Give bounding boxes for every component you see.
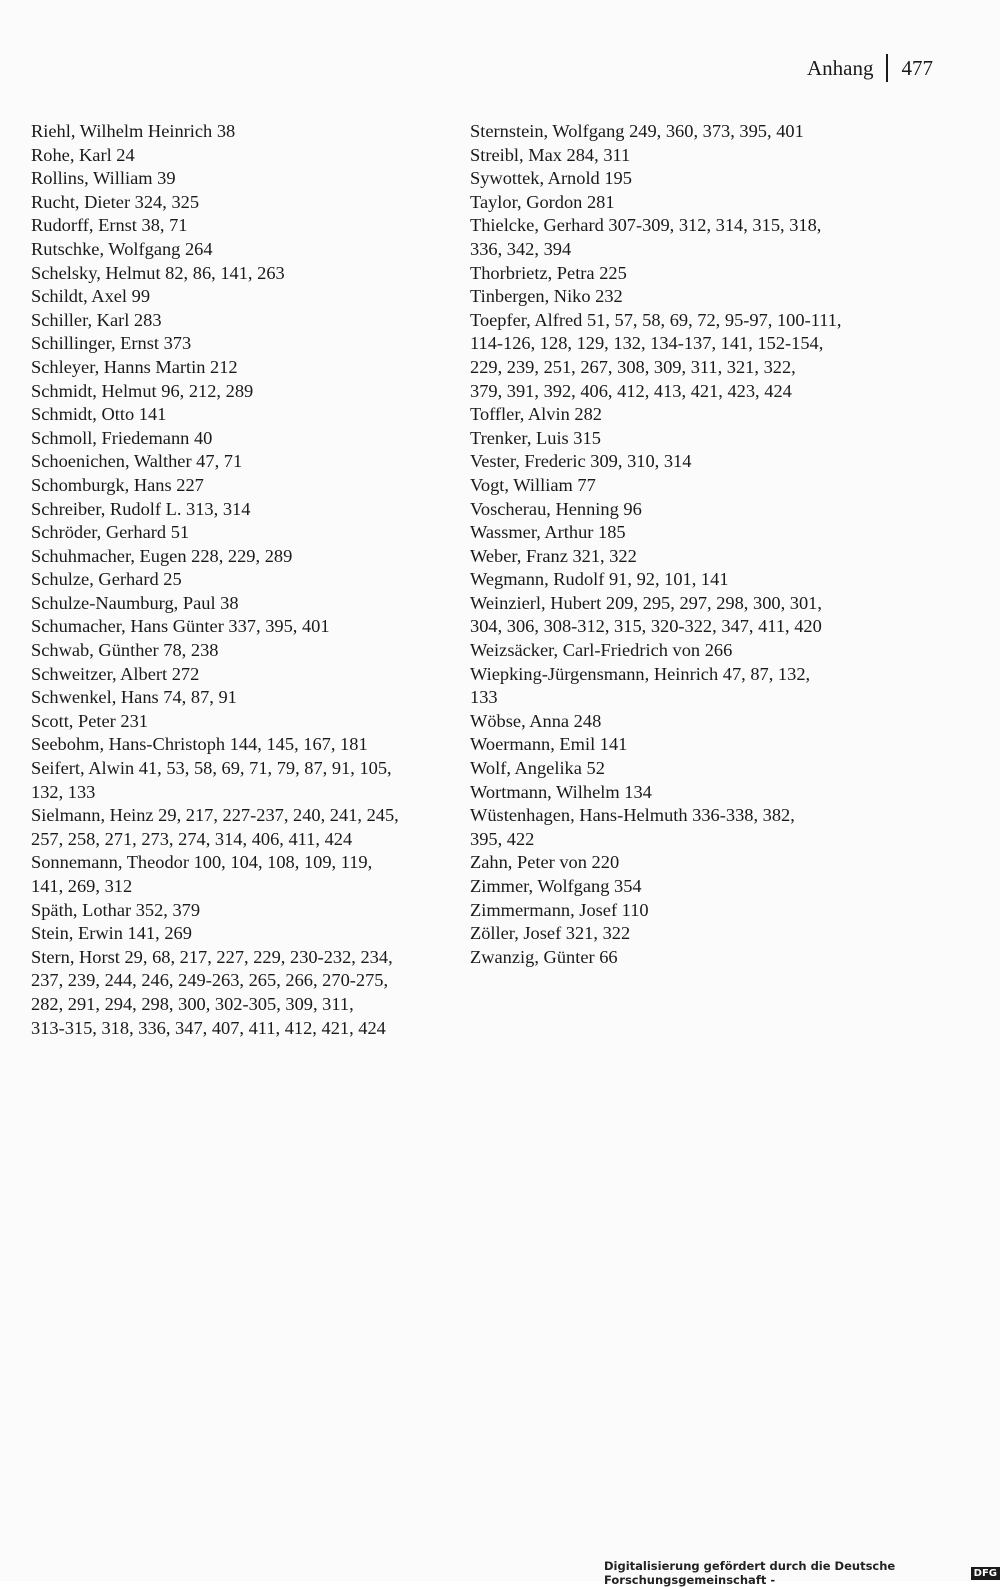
index-entry-line: Späth, Lothar 352, 379 [31, 899, 201, 920]
index-entry [31, 686, 461, 710]
index-entry-line: Zimmermann, Josef 110 [470, 899, 649, 920]
index-entry-line: Zahn, Peter von 220 [470, 852, 620, 873]
index-entry-line: Rucht, Dieter 324, 325 [31, 191, 200, 212]
index-entry-line: Riehl, Wilhelm Heinrich 38 [31, 121, 236, 141]
index-entry [470, 804, 900, 851]
index-column-right [470, 120, 900, 969]
index-entry [31, 214, 461, 238]
index-entry-line: Vester, Frederic 309, 310, 314 [470, 451, 692, 472]
index-entry-line: Toepfer, Alfred 51, 57, 58, 69, 72, 95-97, 100-111, [470, 309, 842, 330]
index-entry-line: Schillinger, Ernst 373 [31, 333, 192, 354]
index-entry [470, 285, 900, 309]
index-entry [470, 663, 900, 710]
index-entry [31, 592, 461, 616]
index-entry [31, 521, 461, 545]
index-entry-line: Weber, Franz 321, 322 [470, 545, 637, 566]
index-entry-line: Woermann, Emil 141 [470, 734, 628, 755]
index-entry-line: 237, 239, 244, 246, 249-263, 265, 266, 270-275, [31, 970, 389, 991]
index-entry-line: Streibl, Max 284, 311 [470, 144, 631, 165]
index-entry-line: Schomburgk, Hans 227 [31, 474, 204, 495]
index-entry-line: Schmidt, Helmut 96, 212, 289 [31, 380, 254, 401]
index-entry-line: Schleyer, Hanns Martin 212 [31, 356, 238, 377]
index-entry [470, 592, 900, 639]
index-entry [470, 521, 900, 545]
index-entry-line: Wolf, Angelika 52 [470, 758, 605, 779]
index-entry-line: Tinbergen, Niko 232 [470, 286, 623, 307]
index-entry [470, 946, 900, 970]
index-entry-line: Sywottek, Arnold 195 [470, 168, 632, 189]
index-entry-line: Toffler, Alvin 282 [470, 404, 602, 425]
index-entry-line: Schwab, Günther 78, 238 [31, 640, 219, 661]
index-entry [31, 167, 461, 191]
index-entry-line: 379, 391, 392, 406, 412, 413, 421, 423, 424 [470, 380, 792, 401]
index-entry [31, 120, 461, 144]
index-entry-line: Stern, Horst 29, 68, 217, 227, 229, 230-232, 234, [31, 946, 393, 967]
index-entry-line: Wassmer, Arthur 185 [470, 522, 626, 543]
index-entry-line: Zöller, Josef 321, 322 [470, 923, 631, 944]
index-entry [31, 922, 461, 946]
index-entry-line: Schoenichen, Walther 47, 71 [31, 451, 243, 472]
index-entry-line: 114-126, 128, 129, 132, 134-137, 141, 152-154, [470, 333, 824, 354]
index-entry-line: Seebohm, Hans-Christoph 144, 145, 167, 181 [31, 734, 368, 755]
index-entry-line: Vogt, William 77 [470, 474, 596, 495]
index-entry [31, 899, 461, 923]
index-entry-line: Schreiber, Rudolf L. 313, 314 [31, 498, 251, 519]
index-entry [470, 899, 900, 923]
index-entry-line: Weizsäcker, Carl-Friedrich von 266 [470, 640, 733, 661]
index-entry [470, 851, 900, 875]
index-entry-line: Trenker, Luis 315 [470, 427, 601, 448]
index-entry [31, 332, 461, 356]
index-entry-line: 229, 239, 251, 267, 308, 309, 311, 321, 322, [470, 356, 796, 377]
index-entry-line: Thorbrietz, Petra 225 [470, 262, 627, 283]
index-entry [470, 781, 900, 805]
index-entry [470, 474, 900, 498]
index-entry-line: 313-315, 318, 336, 347, 407, 411, 412, 421, 424 [31, 1017, 386, 1038]
index-entry [31, 380, 461, 404]
index-entry [31, 144, 461, 168]
index-entry-line: Wüstenhagen, Hans-Helmuth 336-338, 382, [470, 805, 795, 826]
index-entry [31, 804, 461, 851]
index-entry-line: Schröder, Gerhard 51 [31, 522, 190, 543]
index-entry [470, 733, 900, 757]
index-entry [470, 191, 900, 215]
index-entry-line: Wegmann, Rudolf 91, 92, 101, 141 [470, 569, 729, 590]
index-entry-line: Rohe, Karl 24 [31, 144, 135, 165]
index-entry [31, 663, 461, 687]
index-entry-line: 257, 258, 271, 273, 274, 314, 406, 411, 424 [31, 828, 353, 849]
index-entry-line: Schuhmacher, Eugen 228, 229, 289 [31, 545, 293, 566]
index-entry-line: Schiller, Karl 283 [31, 309, 162, 330]
index-entry [470, 120, 900, 144]
index-entry [31, 309, 461, 333]
index-entry [470, 450, 900, 474]
running-header [807, 54, 933, 82]
index-entry-line: Wortmann, Wilhelm 134 [470, 781, 652, 802]
index-entry [470, 568, 900, 592]
index-entry [470, 639, 900, 663]
index-entry-line: Voscherau, Henning 96 [470, 498, 642, 519]
section-title: Anhang [807, 56, 874, 80]
index-entry [470, 309, 900, 403]
index-entry [470, 498, 900, 522]
index-entry-line: Rudorff, Ernst 38, 71 [31, 215, 188, 236]
index-entry-line: Wöbse, Anna 248 [470, 710, 602, 731]
index-entry-line: 395, 422 [470, 828, 535, 849]
index-entry-line: Scott, Peter 231 [31, 710, 148, 731]
index-column-left [31, 120, 461, 1040]
index-entry-line: Sternstein, Wolfgang 249, 360, 373, 395, 401 [470, 121, 804, 141]
index-entry-line: Schulze-Naumburg, Paul 38 [31, 592, 239, 613]
index-entry [470, 214, 900, 261]
footer-text: Digitalisierung gefördert durch die Deutsche Forschungsgemeinschaft - [604, 1559, 896, 1587]
index-entry [31, 474, 461, 498]
index-entry-line: Zwanzig, Günter 66 [470, 946, 618, 967]
index-entry-line: Sonnemann, Theodor 100, 104, 108, 109, 119, [31, 852, 373, 873]
index-entry [31, 639, 461, 663]
index-entry [470, 403, 900, 427]
index-entry [31, 710, 461, 734]
index-entry [470, 922, 900, 946]
index-entry-line: Weinzierl, Hubert 209, 295, 297, 298, 300, 301, [470, 592, 822, 613]
index-entry-line: Schmoll, Friedemann 40 [31, 427, 213, 448]
index-entry [31, 946, 461, 1040]
index-entry-line: Thielcke, Gerhard 307-309, 312, 314, 315, 318, [470, 215, 822, 236]
index-entry-line: Seifert, Alwin 41, 53, 58, 69, 71, 79, 87, 91, 105, [31, 758, 392, 779]
index-entry [31, 615, 461, 639]
index-entry [470, 710, 900, 734]
index-entry-line: Rutschke, Wolfgang 264 [31, 238, 213, 259]
index-entry [31, 733, 461, 757]
index-entry-line: Schweitzer, Albert 272 [31, 663, 200, 684]
index-entry-line: 133 [470, 687, 498, 708]
index-entry-line: Schelsky, Helmut 82, 86, 141, 263 [31, 262, 285, 283]
index-entry [470, 167, 900, 191]
index-entry-line: Taylor, Gordon 281 [470, 191, 615, 212]
index-entry-line: 141, 269, 312 [31, 876, 133, 896]
index-entry [470, 144, 900, 168]
index-entry [31, 285, 461, 309]
index-entry [31, 568, 461, 592]
index-entry [31, 191, 461, 215]
page-number: 477 [901, 56, 933, 80]
index-entry [31, 262, 461, 286]
index-entry-line: Schumacher, Hans Günter 337, 395, 401 [31, 616, 330, 637]
index-entry [31, 757, 461, 804]
index-entry [470, 757, 900, 781]
index-entry-line: Schildt, Axel 99 [31, 286, 151, 307]
index-entry [31, 851, 461, 898]
index-entry [31, 545, 461, 569]
index-entry [470, 427, 900, 451]
index-entry [470, 875, 900, 899]
index-entry-line: 304, 306, 308-312, 315, 320-322, 347, 411, 420 [470, 616, 822, 637]
index-entry-line: Wiepking-Jürgensmann, Heinrich 47, 87, 132, [470, 663, 811, 684]
index-entry [31, 356, 461, 380]
index-entry [31, 450, 461, 474]
index-entry-line: 282, 291, 294, 298, 300, 302-305, 309, 311, [31, 993, 354, 1014]
index-entry [31, 403, 461, 427]
index-entry-line: Schulze, Gerhard 25 [31, 569, 182, 590]
index-entry-line: Schwenkel, Hans 74, 87, 91 [31, 687, 237, 708]
dfg-logo: DFG [971, 1567, 1000, 1580]
index-entry [470, 545, 900, 569]
index-entry-line: Sielmann, Heinz 29, 217, 227-237, 240, 241, 245, [31, 805, 399, 826]
header-divider [886, 54, 888, 82]
index-entry-line: Rollins, William 39 [31, 168, 176, 189]
index-entry [470, 262, 900, 286]
index-entry-line: 132, 133 [31, 781, 96, 802]
index-entry-line: Schmidt, Otto 141 [31, 404, 167, 425]
index-entry [31, 238, 461, 262]
index-entry [31, 427, 461, 451]
digitization-notice [604, 1559, 1000, 1587]
index-entry-line: Stein, Erwin 141, 269 [31, 923, 192, 944]
index-entry [31, 498, 461, 522]
index-entry-line: Zimmer, Wolfgang 354 [470, 876, 642, 896]
index-entry-line: 336, 342, 394 [470, 238, 572, 259]
